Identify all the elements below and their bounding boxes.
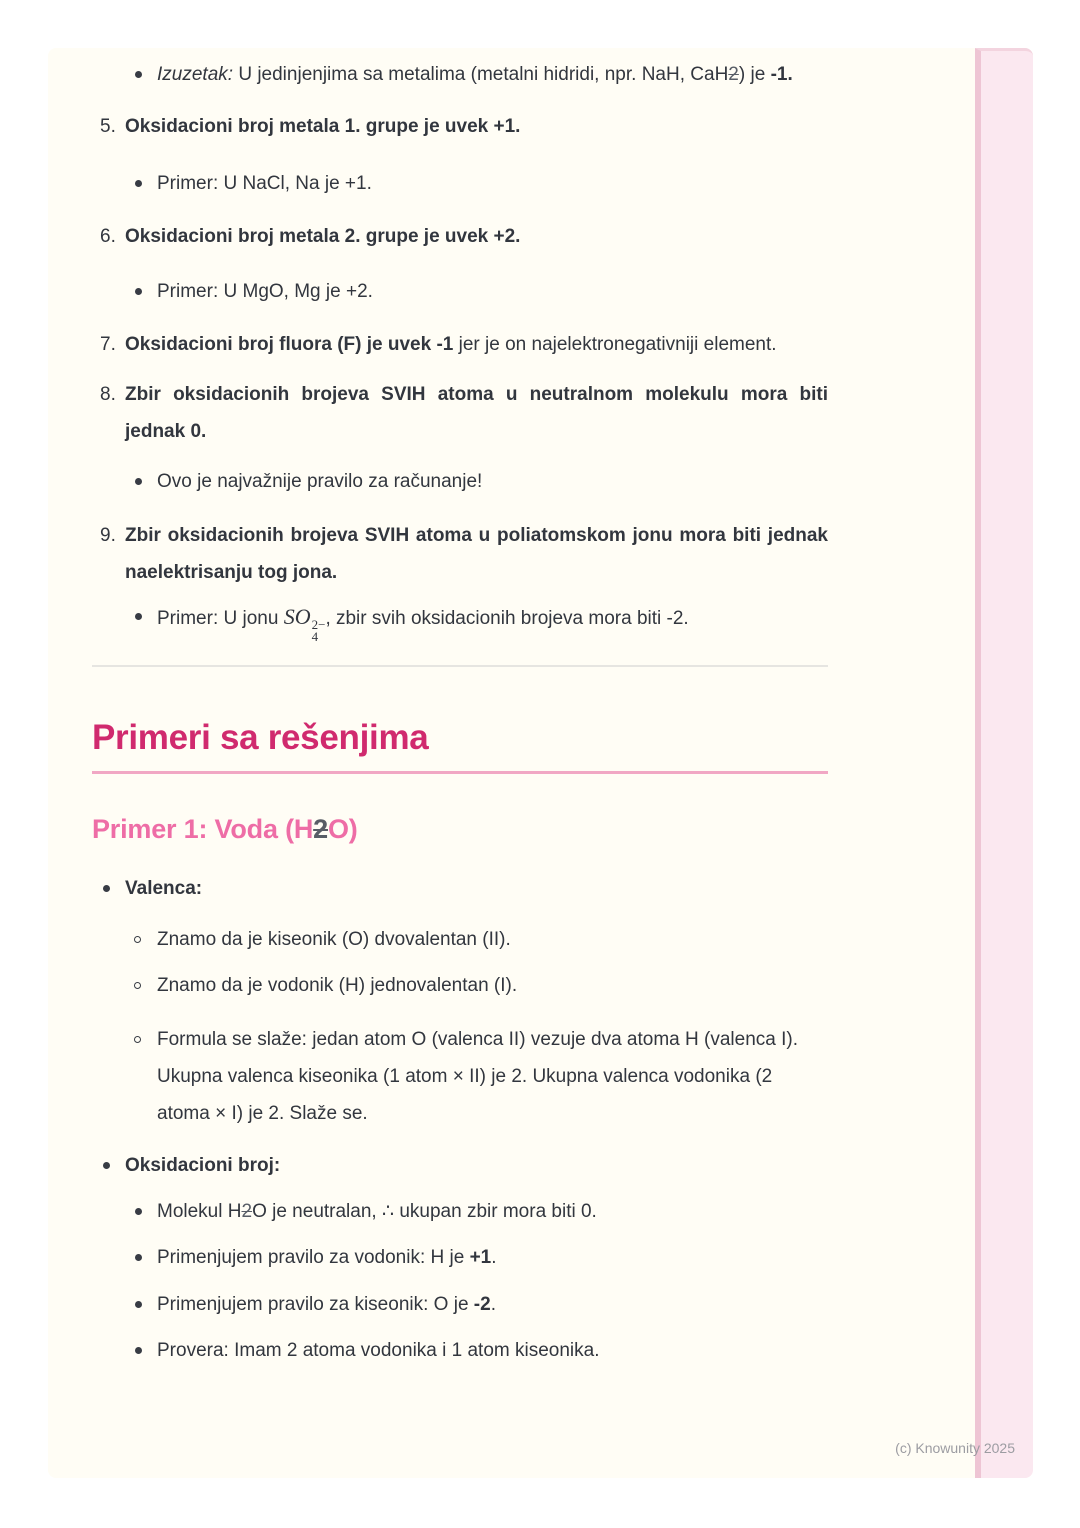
subsection-heading: Primer 1: Voda (H2O) bbox=[92, 813, 358, 844]
list-item-mgo bbox=[92, 273, 828, 310]
bullet-disc-icon bbox=[132, 1332, 157, 1369]
list-item-text: Valenca: bbox=[125, 877, 203, 899]
list-item-molekul bbox=[92, 1193, 828, 1230]
rule-text: Oksidacioni broj metala 1. grupe je uvek +1. bbox=[125, 116, 521, 137]
bullet-circle-icon bbox=[132, 1021, 157, 1058]
item-number: 5. bbox=[100, 116, 116, 137]
bullet-disc-icon bbox=[132, 1239, 157, 1276]
list-item-text: Primer: U NaCl, Na je +1. bbox=[157, 173, 372, 194]
bullet-disc-icon bbox=[132, 1193, 157, 1230]
list-item-text: Primenjujem pravilo za vodonik: H je +1. bbox=[157, 1246, 497, 1268]
list-item-formula bbox=[92, 1021, 828, 1132]
item-number: 6. bbox=[100, 226, 116, 247]
numbered-item-7 bbox=[92, 326, 828, 363]
pink-sidebar bbox=[975, 48, 1033, 1478]
bullet-circle-icon bbox=[132, 967, 157, 1004]
list-item-pravilo-kiseonik bbox=[92, 1286, 828, 1323]
rule-text: Zbir oksidacionih brojeva SVIH atoma u poliatomskom jonu mora biti jednak naelektrisanju tog jona. bbox=[125, 525, 828, 583]
bullet-disc-icon bbox=[132, 273, 157, 310]
list-item-vodonik-valenca bbox=[92, 967, 828, 1004]
bullet-disc-icon bbox=[100, 870, 125, 907]
list-item-ovo bbox=[92, 463, 828, 500]
numbered-item-8 bbox=[92, 376, 828, 450]
bullet-disc-icon bbox=[132, 56, 157, 93]
item-number: 8. bbox=[100, 384, 116, 405]
list-item-text: Ovo je najvažnije pravilo za računanje! bbox=[157, 471, 483, 492]
bullet-disc-icon bbox=[100, 1147, 125, 1184]
bullet-disc-icon bbox=[132, 463, 157, 500]
section-divider bbox=[92, 665, 828, 667]
bullet-disc-icon bbox=[132, 1286, 157, 1323]
bullet-disc-icon bbox=[132, 598, 157, 635]
numbered-item-5 bbox=[92, 108, 828, 145]
list-item-so4 bbox=[92, 598, 828, 643]
bullet-circle-icon bbox=[132, 921, 157, 958]
numbered-item-9 bbox=[92, 517, 828, 591]
list-item-oksidacioni bbox=[92, 1147, 828, 1184]
list-item-pravilo-vodonik bbox=[92, 1239, 828, 1276]
list-item-text: Izuzetak: U jedinjenjima sa metalima (metalni hidridi, npr. NaH, CaH2) je -1. bbox=[157, 64, 793, 85]
list-item-text: Primer: U jonu SO 2− 4 , zbir svih oksidacionih brojeva mora biti -2. bbox=[157, 604, 689, 644]
list-item-exception bbox=[92, 56, 828, 93]
page-card bbox=[48, 48, 1033, 1478]
list-item-text: Znamo da je vodonik (H) jednovalentan (I). bbox=[157, 974, 518, 996]
section-heading: Primeri sa rešenjima bbox=[92, 717, 828, 774]
list-item-text: Znamo da je kiseonik (O) dvovalentan (II). bbox=[157, 928, 511, 950]
rule-text: Oksidacioni broj metala 2. grupe je uvek +2. bbox=[125, 226, 521, 247]
list-item-valenca bbox=[92, 870, 828, 907]
content-column bbox=[92, 56, 828, 1369]
list-item-text: Primer: U MgO, Mg je +2. bbox=[157, 281, 373, 302]
list-item-nacl bbox=[92, 165, 828, 202]
watermark: (c) Knowunity 2025 bbox=[895, 1440, 1015, 1456]
list-item-provera bbox=[92, 1332, 828, 1369]
list-item-kiseonik-valenca bbox=[92, 921, 828, 958]
list-item-text: Formula se slaže: jedan atom O (valenca II) vezuje dva atoma H (valenca I). Ukupna valenca kiseonika (1 atom × II) je 2. Ukupna valenca vodonika (2 atoma × I) je 2. Slaže se. bbox=[157, 1028, 798, 1124]
list-item-text: Molekul H2O je neutralan, ∴ ukupan zbir mora biti 0. bbox=[157, 1200, 597, 1222]
rule-text: Zbir oksidacionih brojeva SVIH atoma u neutralnom molekulu mora biti jednak 0. bbox=[125, 384, 828, 442]
item-number: 7. bbox=[100, 334, 116, 355]
item-number: 9. bbox=[100, 525, 116, 546]
list-item-text: Primenjujem pravilo za kiseonik: O je -2. bbox=[157, 1293, 496, 1315]
rule-text: Oksidacioni broj fluora (F) je uvek -1 jer je on najelektronegativniji element. bbox=[125, 334, 777, 355]
bullet-disc-icon bbox=[132, 165, 157, 202]
list-item-text: Provera: Imam 2 atoma vodonika i 1 atom kiseonika. bbox=[157, 1339, 600, 1361]
list-item-text: Oksidacioni broj: bbox=[125, 1154, 281, 1176]
numbered-item-6 bbox=[92, 218, 828, 255]
